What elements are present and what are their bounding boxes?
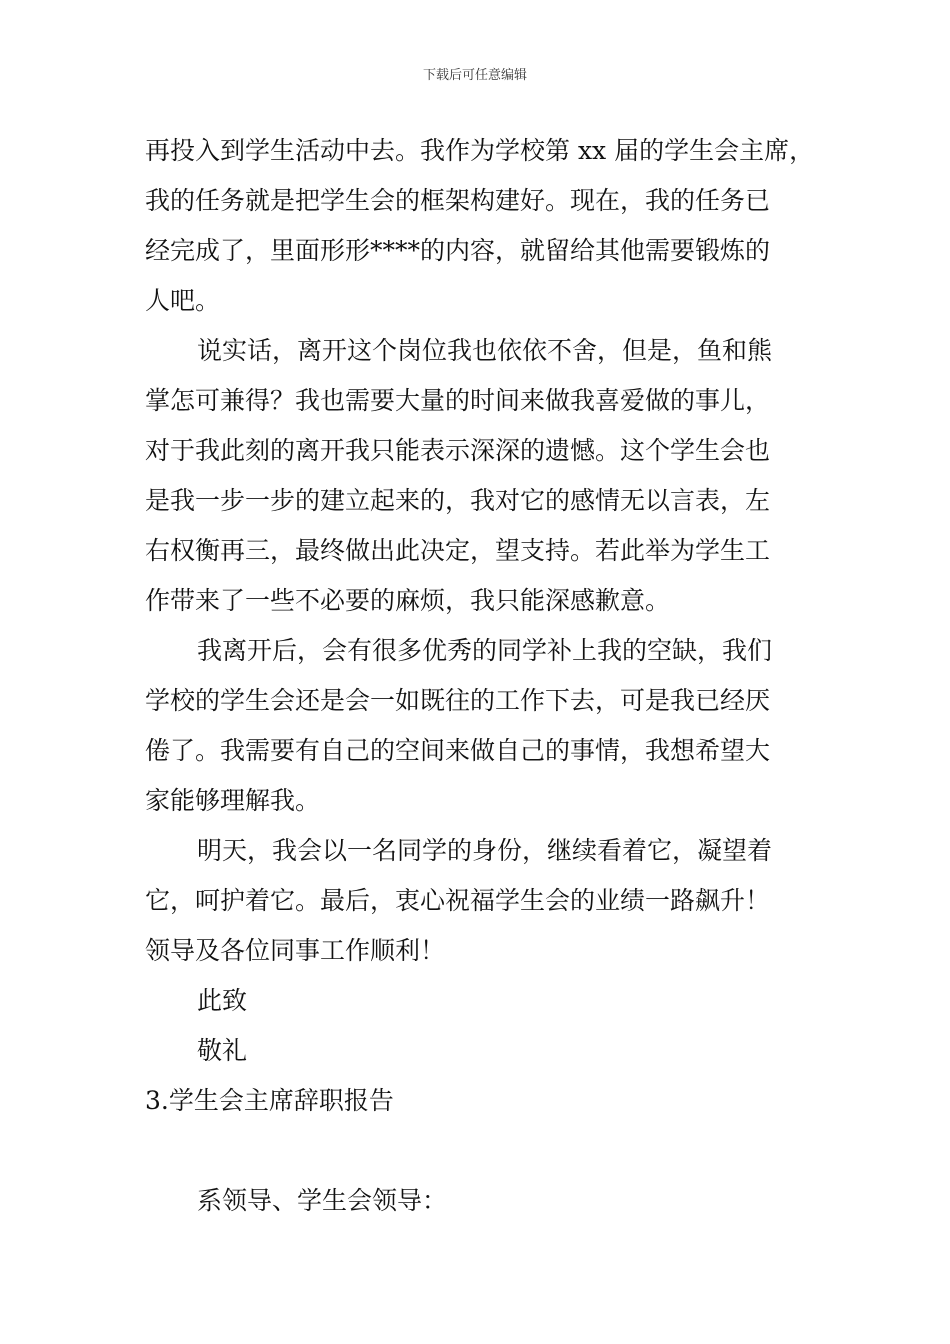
text-line: 经完成了，里面形形****的内容，就留给其他需要锻炼的 xyxy=(145,236,771,265)
text-line: 家能够理解我。 xyxy=(145,786,321,815)
section-heading: 3.学生会主席辞职报告 xyxy=(145,1086,394,1115)
text-line: 是我一步一步的建立起来的，我对它的感情无以言表，左 xyxy=(145,486,771,515)
text-line: 它，呵护着它。最后，衷心祝福学生会的业绩一路飙升！ xyxy=(145,886,771,915)
text-line: 再投入到学生活动中去。我作为学校第 xx 届的学生会主席， xyxy=(145,136,815,165)
text-line: 对于我此刻的离开我只能表示深深的遗憾。这个学生会也 xyxy=(145,436,771,465)
text-line: 我的任务就是把学生会的框架构建好。现在，我的任务已 xyxy=(145,186,771,215)
text-line: 说实话，离开这个岗位我也依依不舍，但是，鱼和熊 xyxy=(197,336,773,365)
text-line: 掌怎可兼得？我也需要大量的时间来做我喜爱做的事儿， xyxy=(145,386,771,415)
text-line: 学校的学生会还是会一如既往的工作下去，可是我已经厌 xyxy=(145,686,771,715)
letter-greeting: 系领导、学生会领导： xyxy=(197,1186,448,1215)
text-line: 倦了。我需要有自己的空间来做自己的事情，我想希望大 xyxy=(145,736,771,765)
text-line: 明天，我会以一名同学的身份，继续看着它，凝望着 xyxy=(197,836,773,865)
blank-line xyxy=(145,1126,810,1176)
closing-regards: 敬礼 xyxy=(197,1036,248,1065)
text-line: 作带来了一些不必要的麻烦，我只能深感歉意。 xyxy=(145,586,671,615)
text-line: 我离开后，会有很多优秀的同学补上我的空缺，我们 xyxy=(197,636,773,665)
text-line: 领导及各位同事工作顺利！ xyxy=(145,936,446,965)
text-line: 右权衡再三，最终做出此决定，望支持。若此举为学生工 xyxy=(145,536,771,565)
closing-salutation: 此致 xyxy=(197,986,248,1015)
document-body xyxy=(145,126,815,1226)
page-header: 下载后可任意编辑 xyxy=(422,68,527,83)
text-line: 人吧。 xyxy=(145,286,221,315)
